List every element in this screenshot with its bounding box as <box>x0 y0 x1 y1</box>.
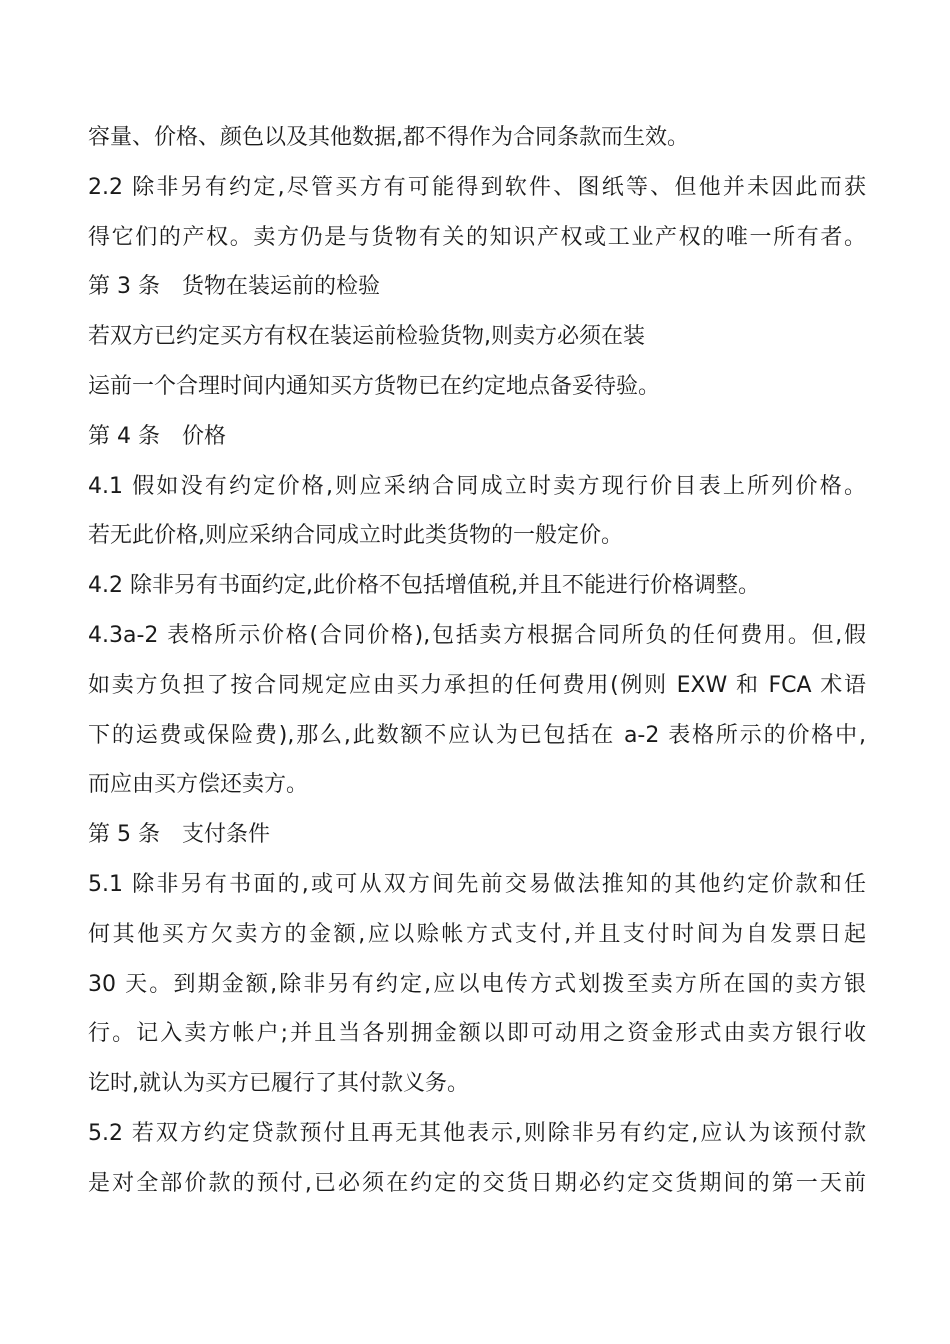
text-line: 4.3a-2 表格所示价格(合同价格),包括卖方根据合同所负的任何费用。但,假 <box>88 622 866 648</box>
text-line: 若无此价格,则应采纳合同成立时此类货物的一般定价。 <box>88 523 623 549</box>
text-line: 而应由买方偿还卖方。 <box>88 772 309 798</box>
text-line: 5.1 除非另有书面的,或可从双方间先前交易做法推知的其他约定价款和任 <box>88 871 866 897</box>
text-line: 30 天。到期金额,除非另有约定,应以电传方式划拨至卖方所在国的卖方银 <box>88 971 866 997</box>
section-heading-3: 第 3 条 货物在装运前的检验 <box>88 274 380 300</box>
text-line: 容量、价格、颜色以及其他数据,都不得作为合同条款而生效。 <box>88 125 689 150</box>
text-line: 何其他买方欠卖方的金额,应以赊帐方式支付,并且支付时间为自发票日起 <box>88 921 866 947</box>
text-line: 4.1 假如没有约定价格,则应采纳合同成立时卖方现行价目表上所列价格。 <box>88 473 866 499</box>
text-line: 4.2 除非另有书面约定,此价格不包括增值税,并且不能进行价格调整。 <box>88 573 760 599</box>
text-line: 讫时,就认为买方已履行了其付款义务。 <box>88 1071 469 1097</box>
document-body <box>88 113 866 1209</box>
section-heading-4: 第 4 条 价格 <box>88 423 226 449</box>
text-line: 2.2 除非另有约定,尽管买方有可能得到软件、图纸等、但他并未因此而获 <box>88 174 866 200</box>
text-line: 5.2 若双方约定贷款预付且再无其他表示,则除非另有约定,应认为该预付款 <box>88 1120 866 1146</box>
section-heading-5: 第 5 条 支付条件 <box>88 822 270 848</box>
text-line: 得它们的产权。卖方仍是与货物有关的知识产权或工业产权的唯一所有者。 <box>88 224 866 250</box>
text-line: 行。记入卖方帐户;并且当各别拥金额以即可动用之资金形式由卖方银行收 <box>88 1021 866 1047</box>
text-line: 运前一个合理时间内通知买方货物已在约定地点备妥待验。 <box>88 373 661 399</box>
text-line: 是对全部价款的预付,已必须在约定的交货日期必约定交货期间的第一天前 <box>88 1170 866 1196</box>
text-line: 若双方已约定买方有权在装运前检验货物,则卖方必须在装 <box>88 324 645 350</box>
text-line: 如卖方负担了按合同规定应由买力承担的任何费用(例则 EXW 和 FCA 术语 <box>88 672 866 698</box>
text-line: 下的运费或保险费),那么,此数额不应认为已包括在 a-2 表格所示的价格中, <box>88 722 866 748</box>
